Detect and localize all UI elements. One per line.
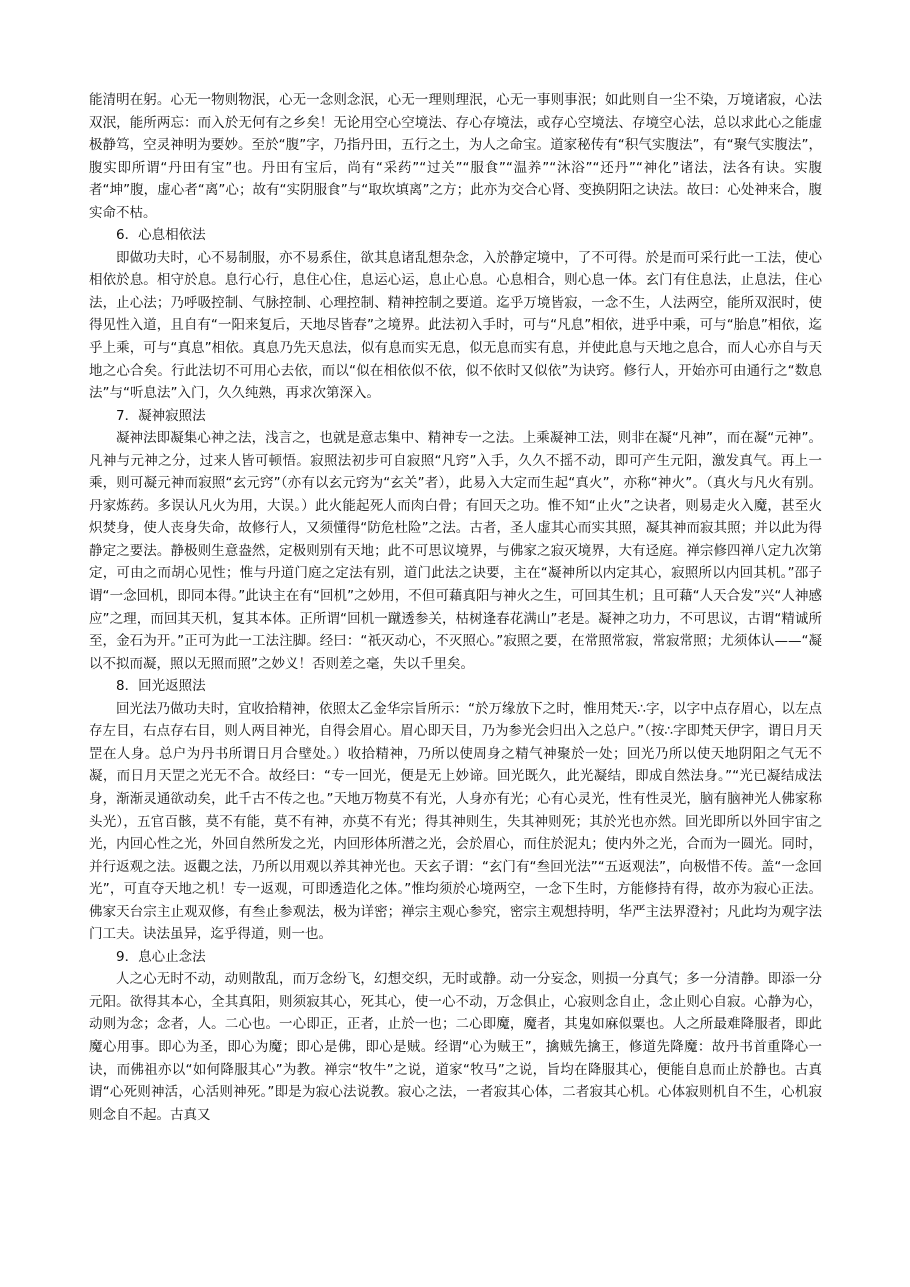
section-heading-9: 9．息心止念法 <box>116 948 206 965</box>
section-body-9: 人之心无时不动，动则散乱，而万念纷飞，幻想交织，无时或静。动一分妄念，则损一分真气；多一分清静。即添一分元阳。欲得其本心，全其真阳，则须寂其心，死其心，使一心不动，万念俱止，心寂则念自止，念止则心自寂。心静为心，动则为念；念者，人。二心也。一心即正，正者，止於一也；二心即魔，魔者，其鬼如麻似粟也。人之所最难降服者，即此魔心用事。即心为圣，即心为魔；即心是佛，即心是贼。经谓“心为贼王”，擒贼先擒王，修道先降魔：故丹书首重降心一诀，而佛祖亦以“如何降服其心”为教。禅宗“牧牛”之说，道家“牧马”之说，旨均在降服其心，便能自息而止於静也。古真谓“心死则神活，心活则神死。”即是为寂心法说教。寂心之法，一者寂其心体，二者寂其心机。心体寂则机自不生，心机寂则念自不起。古真又 <box>89 971 822 1123</box>
section-heading-6: 6．心息相依法 <box>116 227 206 244</box>
intro-continuation-paragraph: 能清明在躬。心无一物则物泯，心无一念则念泯，心无一理则理泯，心无一事则事泯；如此则自一尘不染，万境诸寂，心法双泯，能所两忘：而入於无何有之乡矣！无论用空心空境法、存心存境法，或存心空境法、存境空心法，总以求此心之能虚极静笃，空灵神明为要妙。至於“腹”字，乃指丹田，五行之土，为人之命宝。道家秘传有“积气实腹法”，有“聚气实腹法”，腹实即所谓“丹田有宝”也。丹田有宝后，尚有“采药”“过关”“服食”“温养”“沐浴”“还丹”“神化”诸法，法各有诀。实腹者“坤”腹，虚心者“离”心；故有“实阴服食”与“取坎填离”之方；此亦为交合心肾、变换阴阳之诀法。故曰：心处神来合，腹实命不枯。 <box>89 92 822 221</box>
section-body-7: 凝神法即凝集心神之法，浅言之，也就是意志集中、精神专一之法。上乘凝神工法，则非在凝“凡神”，而在凝“元神”。凡神与元神之分，过来人皆可顿悟。寂照法初步可自寂照“凡窍”入手，久久不摇不动，即可产生元阳，激发真气。再上一乘，则可凝元神而寂照“玄元窍”（亦有以玄元窍为“玄关”者），此易入大定而生起“真火”，亦称“神火”。（真火与凡火有别。丹家炼药。多误认凡火为用，大误。）此火能起死人而肉白骨；有回天之功。惟不知“止火”之诀者，则易走火入魔，甚至火炽焚身，使人丧身失命，故修行人，又须懂得“防危杜险”之法。古者，圣人虚其心而实其照，凝其神而寂其照；并以此为得静定之要法。静极则生意盎然，定极则别有天地；此不可思议境界，与佛家之寂灭境界，大有迳庭。禅宗修四禅八定九次第定，可由之而胡心见性；惟与丹道门庭之定法有别，道门此法之诀要，主在“凝神所以内定其心，寂照所以内回其机。”邵子谓“一念回机，即同本得。”此诀主在有“回机”之妙用，不但可藉真阳与神火之生，可回其生机；且可藉“人天合发”兴“人神感应”之理，而回其天机，复其本体。正所谓“回机一蹴透参关，枯树逢春花满山”老是。凝神之功力，不可思议，古谓“精诚所至，金石为开。”正可为此一工法注脚。经曰：“祇灭动心，不灭照心。”寂照之要，在常照常寂，常寂常照；尤须体认——“凝以不拟而凝，照以无照而照”之妙义！否则差之毫，失以千里矣。 <box>89 430 822 672</box>
section-heading-8: 8．回光返照法 <box>116 678 206 695</box>
section-body-6: 即做功夫时，心不易制服，亦不易系住，欲其息诸乱想杂念，入於静定境中，了不可得。於是而可采行此一工法，使心相依於息。相守於息。息行心行，息住心住，息运心运，息止心息。心息相合，则心息一体。玄门有住息法，止息法，住心法，止心法；乃呼吸控制、气脉控制、心理控制、精神控制之要道。迄乎万境皆寂，一念不生，人法两空，能所双泯时，使得见性入道，且自有“一阳来复后，天地尽皆春”之境界。此法初入手时，可与“凡息”相依，进乎中乘，可与“胎息”相依，迄乎上乘，可与“真息”相依。真息乃先天息法，似有息而实无息，似无息而实有息，并使此息与天地之息合，而人心亦自与天地之心合矣。行此法切不可用心去依，而以“似在相依似不依，似不依时又似依”为诀窍。修行人，开始亦可由通行之“数息法”与“听息法”入门，久久纯熟，再求次第深入。 <box>89 249 822 402</box>
section-heading-7: 7．凝神寂照法 <box>116 407 206 424</box>
section-body-8: 回光法乃做功夫时，宜收拾精神，依照太乙金华宗旨所示：“於万缘放下之时，惟用梵天∴字，以字中点存眉心，以左点存左目，右点存右目，则人两目神光，自得会眉心。眉心即天目，乃为参光会归出入之总户。”（按∴字即梵天伊字，谓日月天罡在人身。总户为丹书所谓日月合壁处。）收拾精神，乃所以使周身之精气神聚於一处；回光乃所以使天地阴阳之气无不凝，而日月天罡之光无不合。故经曰：“专一回光，便是无上妙谛。回光既久，此光凝结，即成自然法身。”“光已凝结成法身，渐渐灵通欲动矣，此千古不传之也。”天地万物莫不有光，人身亦有光；心有心灵光，性有性灵光，脑有脑神光人佛家称头光），五官百骸，莫不有能，莫不有神，亦莫不有光；得其神则生，失其神则死；其於光也亦然。回光即所以外回宇宙之光，内回心性之光，外回自然所发之光，内回形体所潜之光，会於眉心，而住於泥丸；使内外之光，合而为一圆光。同时，并行返观之法。返觀之法，乃所以用观以养其神光也。天玄子谓：“玄门有“叁回光法”“五返观法”，向极惜不传。盖“一念回光”，可直夺天地之机！专一返观，可即透造化之体。”惟均须於心境两空，一念下生时，方能修持有得，故亦为寂心正法。佛家天台宗主止观双修，有叁止参观法，极为详密；禅宗主观心参究，密宗主观想持明，华严主法界澄衬；凡此均为观字法门工夫。诀法虽异，迄乎得道，则一也。 <box>89 700 822 943</box>
